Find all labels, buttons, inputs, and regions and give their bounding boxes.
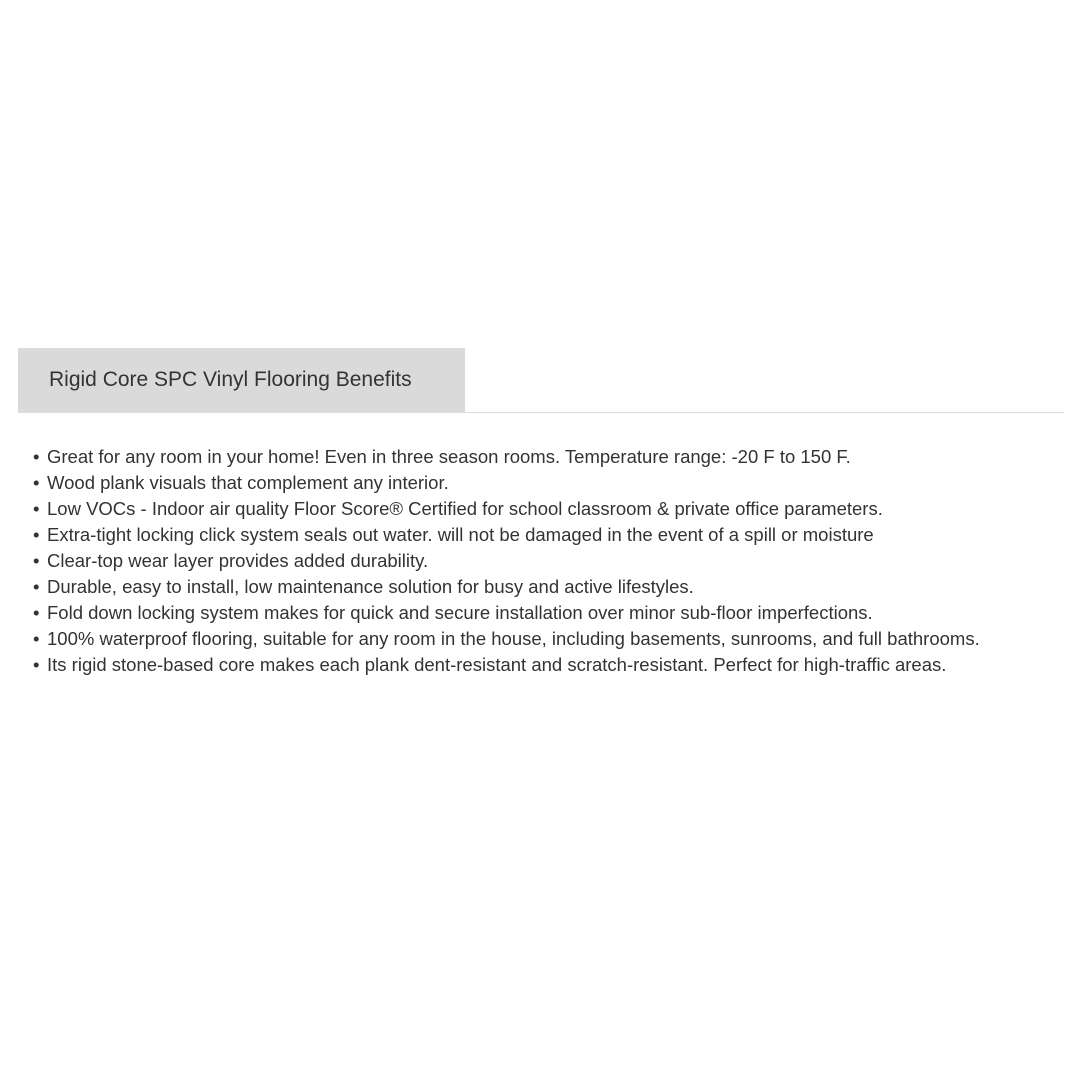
list-item-text: Durable, easy to install, low maintenance solution for busy and active lifestyles. (47, 576, 694, 597)
list-item (33, 470, 1073, 496)
list-item (33, 548, 1073, 574)
list-item (33, 496, 1073, 522)
list-item (33, 574, 1073, 600)
bullet-icon: • (33, 602, 40, 623)
list-item-text: Clear-top wear layer provides added durability. (47, 550, 429, 571)
list-item (33, 600, 1073, 626)
list-item (33, 652, 1073, 678)
bullet-icon: • (33, 498, 40, 519)
bullet-icon: • (33, 654, 40, 675)
bullet-icon: • (33, 472, 40, 493)
list-item-text: Great for any room in your home! Even in three season rooms. Temperature range: -20 F to 150 F. (47, 446, 851, 467)
tab-flooring-benefits[interactable]: Rigid Core SPC Vinyl Flooring Benefits (18, 348, 465, 412)
list-item-text: Extra-tight locking click system seals out water. will not be damaged in the event of a spill or moisture (47, 524, 874, 545)
bullet-icon: • (33, 550, 40, 571)
bullet-icon: • (33, 576, 40, 597)
tab-bar (18, 348, 1064, 413)
list-item-text: Wood plank visuals that complement any interior. (47, 472, 449, 493)
list-item-text: 100% waterproof flooring, suitable for any room in the house, including basements, sunrooms, and full bathrooms. (47, 628, 980, 649)
list-item-text: Low VOCs - Indoor air quality Floor Score® Certified for school classroom & private office parameters. (47, 498, 883, 519)
list-item (33, 522, 1073, 548)
list-item-text: Fold down locking system makes for quick and secure installation over minor sub-floor imperfections. (47, 602, 873, 623)
bullet-icon: • (33, 524, 40, 545)
list-item (33, 626, 1073, 652)
bullet-icon: • (33, 628, 40, 649)
list-item (33, 444, 1073, 470)
benefits-list (33, 444, 1073, 678)
list-item-text: Its rigid stone-based core makes each plank dent-resistant and scratch-resistant. Perfect for high-traffic areas. (47, 654, 947, 675)
bullet-icon: • (33, 446, 40, 467)
